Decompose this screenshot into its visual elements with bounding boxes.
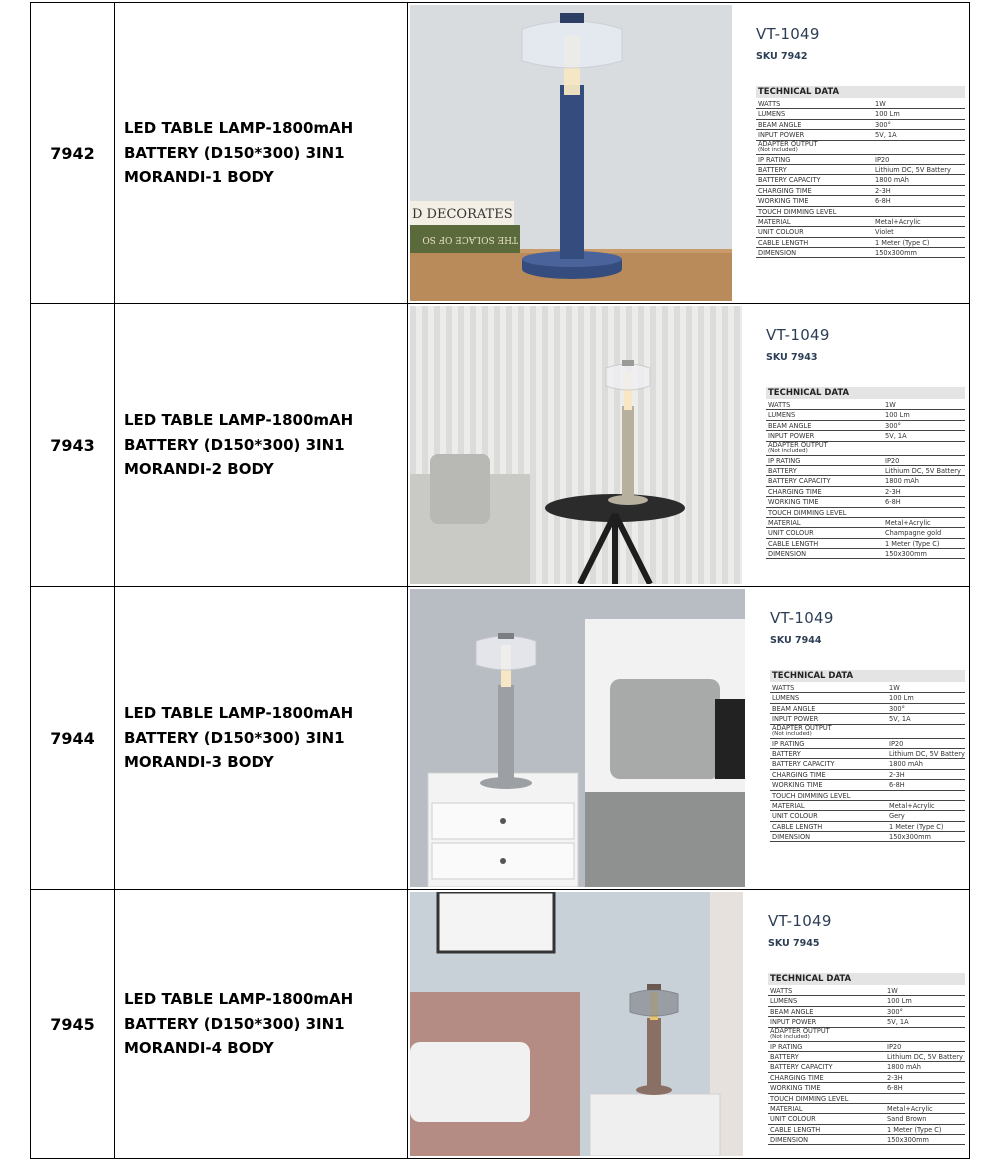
spec-value: 6-8H — [889, 781, 905, 790]
spec-value: 2-3H — [889, 770, 905, 779]
spec-label: INPUT POWER — [772, 715, 819, 724]
spec-value — [889, 725, 965, 738]
spec-value: IP20 — [887, 1042, 902, 1051]
spec-label: MATERIAL — [772, 801, 805, 810]
spec-value: 150x300mm — [875, 249, 917, 258]
spec-label: WATTS — [768, 401, 791, 409]
spec-label: INPUT POWER — [768, 432, 815, 441]
description-cell — [115, 304, 408, 587]
spec-label: CHARGING TIME — [772, 770, 826, 779]
spec-row-beam-angle — [766, 421, 965, 431]
spec-row-working-time — [770, 780, 965, 790]
spec-row-dimension — [756, 248, 965, 258]
spec-row-dimension — [766, 549, 965, 559]
spec-value: 300° — [889, 704, 905, 713]
spec-label: WATTS — [758, 100, 781, 108]
spec-row-charging-time — [770, 770, 965, 780]
spec-sheet — [768, 890, 965, 1158]
spec-row-watts — [756, 99, 965, 109]
sku-number: 7945 — [50, 1014, 95, 1034]
spec-label: LUMENS — [758, 110, 786, 119]
spec-label: MATERIAL — [770, 1104, 803, 1113]
spec-value: 1W — [875, 100, 886, 108]
spec-value — [889, 791, 965, 800]
spec-row-cable-length — [766, 539, 965, 549]
spec-value: 1W — [887, 987, 898, 995]
product-row — [31, 587, 970, 890]
spec-row-adapter-output — [766, 442, 965, 456]
spec-row-beam-angle — [756, 120, 965, 130]
description-line: MORANDI-3 BODY — [124, 753, 274, 772]
spec-value: Lithium DC, 5V Battery — [875, 165, 951, 174]
sku-number: 7942 — [50, 143, 95, 163]
adapter-note: (Not included) — [770, 1034, 810, 1041]
spec-row-lumens — [770, 693, 965, 703]
spec-value: IP20 — [885, 456, 900, 465]
spec-row-touch-dimming — [766, 508, 965, 518]
spec-row-adapter-output — [756, 141, 965, 155]
spec-row-battery — [768, 1052, 965, 1062]
spec-value: 5V, 1A — [885, 432, 907, 441]
spec-row-charging-time — [766, 487, 965, 497]
spec-label: BATTERY — [758, 165, 787, 174]
technical-data-heading: TECHNICAL DATA — [756, 86, 965, 98]
spec-value: Lithium DC, 5V Battery — [885, 466, 961, 475]
spec-label: UNIT COLOUR — [758, 228, 804, 237]
spec-value: 2-3H — [875, 186, 891, 195]
description-line: BATTERY (D150*300) 3IN1 — [124, 435, 345, 454]
description-line: BATTERY (D150*300) 3IN1 — [124, 143, 345, 162]
spec-label: TOUCH DIMMING LEVEL — [772, 791, 851, 800]
spec-value: 1800 mAh — [889, 760, 923, 769]
spec-row-unit-colour — [756, 227, 965, 237]
spec-row-lumens — [766, 410, 965, 420]
spec-value: 100 Lm — [875, 110, 900, 119]
spec-label: INPUT POWER — [770, 1018, 817, 1027]
spec-list — [768, 986, 965, 1145]
description-line: BATTERY (D150*300) 3IN1 — [124, 1014, 345, 1033]
spec-label: BATTERY CAPACITY — [758, 176, 821, 185]
product-row — [31, 304, 970, 587]
spec-value: 1W — [889, 684, 900, 692]
spec-row-charging-time — [768, 1073, 965, 1083]
product-photo — [410, 589, 745, 887]
spec-row-unit-colour — [770, 811, 965, 821]
spec-label: UNIT COLOUR — [770, 1115, 816, 1124]
spec-label: MATERIAL — [758, 217, 791, 226]
sku-cell — [31, 304, 115, 587]
spec-label: ADAPTER OUTPUT (Not included) — [766, 442, 885, 455]
spec-label: IP RATING — [772, 739, 805, 748]
spec-value: 5V, 1A — [889, 715, 911, 724]
spec-label: LUMENS — [772, 694, 800, 703]
spec-value: 2-3H — [885, 487, 901, 496]
spec-row-working-time — [766, 497, 965, 507]
spec-list — [766, 400, 965, 559]
bed-decor — [410, 992, 580, 1156]
sku-number: 7944 — [50, 728, 95, 748]
spec-row-ip-rating — [766, 456, 965, 466]
spec-value: 1800 mAh — [885, 477, 919, 486]
spec-value: 2-3H — [887, 1073, 903, 1082]
sku-label: SKU 7945 — [768, 938, 820, 949]
description-line: MORANDI-2 BODY — [124, 460, 274, 479]
spec-list — [770, 683, 965, 842]
sku-label: SKU 7943 — [766, 352, 818, 363]
spec-row-battery — [766, 466, 965, 476]
spec-label: WORKING TIME — [768, 498, 819, 507]
spec-value: 6-8H — [887, 1084, 903, 1093]
spec-value: 1 Meter (Type C) — [885, 539, 940, 548]
spec-row-unit-colour — [768, 1114, 965, 1124]
spec-sheet — [766, 304, 965, 586]
spec-label: BATTERY CAPACITY — [772, 760, 835, 769]
technical-data-heading: TECHNICAL DATA — [766, 387, 965, 399]
description-line: MORANDI-1 BODY — [124, 168, 274, 187]
spec-label: BEAM ANGLE — [758, 120, 802, 129]
spec-value: 1 Meter (Type C) — [887, 1125, 942, 1134]
spec-row-beam-angle — [770, 704, 965, 714]
adapter-note: (Not included) — [768, 448, 808, 455]
description-cell — [115, 890, 408, 1159]
spec-value: Sand Brown — [887, 1115, 927, 1124]
spec-label: BATTERY CAPACITY — [768, 477, 831, 486]
product-row — [31, 3, 970, 304]
spec-value: Metal+Acrylic — [887, 1104, 933, 1113]
spec-label: BEAM ANGLE — [768, 421, 812, 430]
spec-row-battery-capacity — [770, 759, 965, 769]
spec-value: 300° — [887, 1007, 903, 1016]
spec-label: CHARGING TIME — [770, 1073, 824, 1082]
spec-list — [756, 99, 965, 258]
spec-label: IP RATING — [770, 1042, 803, 1051]
spec-value: 300° — [875, 120, 891, 129]
nightstand — [428, 773, 578, 887]
spec-row-material — [766, 518, 965, 528]
product-image-cell — [408, 304, 970, 587]
model-number: VT-1049 — [766, 326, 830, 344]
description-line: LED TABLE LAMP-1800mAH — [124, 990, 354, 1009]
spec-label: CHARGING TIME — [758, 186, 812, 195]
spec-value: 150x300mm — [885, 550, 927, 559]
spec-row-input-power — [768, 1017, 965, 1027]
spec-value: 5V, 1A — [887, 1018, 909, 1027]
spec-row-ip-rating — [756, 155, 965, 165]
spec-row-lumens — [768, 996, 965, 1006]
spec-value: 1 Meter (Type C) — [875, 238, 930, 247]
spec-row-cable-length — [768, 1125, 965, 1135]
model-number: VT-1049 — [756, 25, 820, 43]
spec-row-battery — [770, 749, 965, 759]
book-spine-text-2: THE SOLACE OF SO — [422, 234, 518, 244]
spec-label: BATTERY — [768, 466, 797, 475]
spec-value: 1 Meter (Type C) — [889, 822, 944, 831]
spec-row-battery — [756, 165, 965, 175]
spec-value: IP20 — [889, 739, 904, 748]
spec-value — [875, 141, 965, 154]
spec-row-working-time — [756, 196, 965, 206]
spec-value: IP20 — [875, 155, 890, 164]
sku-cell — [31, 587, 115, 890]
spec-row-touch-dimming — [756, 207, 965, 217]
spec-row-working-time — [768, 1083, 965, 1093]
spec-label: BATTERY — [772, 749, 801, 758]
spec-label: IP RATING — [758, 155, 791, 164]
book-spine-text: D DECORATES — [412, 207, 513, 222]
product-image-cell — [408, 587, 970, 890]
spec-value: 300° — [885, 421, 901, 430]
spec-row-dimension — [768, 1135, 965, 1145]
product-photo — [410, 892, 743, 1156]
spec-value: 150x300mm — [889, 833, 931, 842]
spec-label: UNIT COLOUR — [768, 529, 814, 538]
spec-row-watts — [768, 986, 965, 996]
spec-label: CABLE LENGTH — [768, 539, 819, 548]
spec-label: INPUT POWER — [758, 131, 805, 140]
spec-label: TOUCH DIMMING LEVEL — [770, 1094, 849, 1103]
spec-label: ADAPTER OUTPUT (Not included) — [770, 725, 889, 738]
spec-row-charging-time — [756, 186, 965, 196]
spec-row-lumens — [756, 109, 965, 119]
spec-value: 5V, 1A — [875, 131, 897, 140]
nightstand — [590, 1094, 720, 1156]
spec-value: 100 Lm — [889, 694, 914, 703]
sku-cell — [31, 3, 115, 304]
spec-row-unit-colour — [766, 528, 965, 538]
spec-row-watts — [766, 400, 965, 410]
description-line: MORANDI-4 BODY — [124, 1039, 274, 1058]
spec-label: WORKING TIME — [772, 781, 823, 790]
spec-label: WORKING TIME — [770, 1084, 821, 1093]
spec-row-input-power — [756, 130, 965, 140]
spec-value: Champagne gold — [885, 529, 942, 538]
spec-label: ADAPTER OUTPUT (Not included) — [756, 141, 875, 154]
spec-row-material — [756, 217, 965, 227]
description-cell — [115, 3, 408, 304]
model-number: VT-1049 — [770, 609, 834, 627]
spec-value: Metal+Acrylic — [889, 801, 935, 810]
spec-sheet — [770, 587, 965, 889]
sku-label: SKU 7944 — [770, 635, 822, 646]
spec-value: Metal+Acrylic — [885, 518, 931, 527]
spec-value: 150x300mm — [887, 1136, 929, 1145]
sku-label: SKU 7942 — [756, 51, 808, 62]
books-decor — [410, 201, 520, 253]
spec-value: Lithium DC, 5V Battery — [887, 1052, 963, 1061]
spec-row-cable-length — [756, 238, 965, 248]
spec-label: ADAPTER OUTPUT (Not included) — [768, 1028, 887, 1041]
spec-label: TOUCH DIMMING LEVEL — [768, 508, 847, 517]
spec-label: DIMENSION — [768, 550, 807, 559]
spec-sheet — [756, 3, 965, 303]
technical-data-heading: TECHNICAL DATA — [768, 973, 965, 985]
technical-data-heading: TECHNICAL DATA — [770, 670, 965, 682]
description-line: LED TABLE LAMP-1800mAH — [124, 704, 354, 723]
spec-label: UNIT COLOUR — [772, 812, 818, 821]
spec-label: BEAM ANGLE — [772, 704, 816, 713]
spec-row-adapter-output — [770, 725, 965, 739]
spec-value: 1W — [885, 401, 896, 409]
product-photo — [410, 306, 742, 584]
spec-value: 6-8H — [875, 197, 891, 206]
spec-row-watts — [770, 683, 965, 693]
description-line: BATTERY (D150*300) 3IN1 — [124, 728, 345, 747]
description-line: LED TABLE LAMP-1800mAH — [124, 119, 354, 138]
spec-row-touch-dimming — [768, 1094, 965, 1104]
spec-value: 1800 mAh — [887, 1063, 921, 1072]
spec-label: DIMENSION — [758, 249, 797, 258]
sku-number: 7943 — [50, 435, 95, 455]
spec-label: WATTS — [770, 987, 793, 995]
spec-label: DIMENSION — [772, 833, 811, 842]
spec-row-beam-angle — [768, 1007, 965, 1017]
spec-row-battery-capacity — [768, 1062, 965, 1072]
spec-label: WORKING TIME — [758, 197, 809, 206]
spec-value — [885, 508, 965, 517]
spec-label: LUMENS — [770, 997, 798, 1006]
spec-label: WATTS — [772, 684, 795, 692]
spec-label: BATTERY CAPACITY — [770, 1063, 833, 1072]
spec-value — [887, 1028, 965, 1041]
spec-label: LUMENS — [768, 411, 796, 420]
product-photo — [410, 5, 732, 301]
spec-row-cable-length — [770, 822, 965, 832]
spec-label: MATERIAL — [768, 518, 801, 527]
spec-label: TOUCH DIMMING LEVEL — [758, 207, 837, 216]
spec-label: DIMENSION — [770, 1136, 809, 1145]
spec-row-battery-capacity — [756, 175, 965, 185]
description-line: LED TABLE LAMP-1800mAH — [124, 411, 354, 430]
spec-label: CABLE LENGTH — [770, 1125, 821, 1134]
product-table — [30, 2, 970, 1159]
spec-label: BEAM ANGLE — [770, 1007, 814, 1016]
description-cell — [115, 587, 408, 890]
spec-row-touch-dimming — [770, 791, 965, 801]
product-row — [31, 890, 970, 1159]
spec-row-input-power — [770, 714, 965, 724]
adapter-note: (Not included) — [772, 731, 812, 738]
product-image-cell — [408, 3, 970, 304]
spec-label: CHARGING TIME — [768, 487, 822, 496]
spec-row-material — [768, 1104, 965, 1114]
model-number: VT-1049 — [768, 912, 832, 930]
spec-label: IP RATING — [768, 456, 801, 465]
spec-value: 100 Lm — [885, 411, 910, 420]
spec-value — [875, 207, 965, 216]
adapter-note: (Not included) — [758, 147, 798, 154]
spec-row-ip-rating — [768, 1042, 965, 1052]
spec-label: BATTERY — [770, 1052, 799, 1061]
spec-label: CABLE LENGTH — [772, 822, 823, 831]
spec-value: 100 Lm — [887, 997, 912, 1006]
spec-row-material — [770, 801, 965, 811]
spec-value: 1800 mAh — [875, 176, 909, 185]
spec-value — [885, 442, 965, 455]
spec-value: Metal+Acrylic — [875, 217, 921, 226]
spec-value: Violet — [875, 228, 894, 237]
spec-row-input-power — [766, 431, 965, 441]
spec-row-battery-capacity — [766, 476, 965, 486]
spec-value — [887, 1094, 965, 1103]
product-image-cell — [408, 890, 970, 1159]
sku-cell — [31, 890, 115, 1159]
spec-row-dimension — [770, 832, 965, 842]
spec-row-adapter-output — [768, 1028, 965, 1042]
spec-value: Gery — [889, 812, 905, 821]
spec-value: Lithium DC, 5V Battery — [889, 749, 965, 758]
spec-label: CABLE LENGTH — [758, 238, 809, 247]
spec-row-ip-rating — [770, 739, 965, 749]
spec-value: 6-8H — [885, 498, 901, 507]
